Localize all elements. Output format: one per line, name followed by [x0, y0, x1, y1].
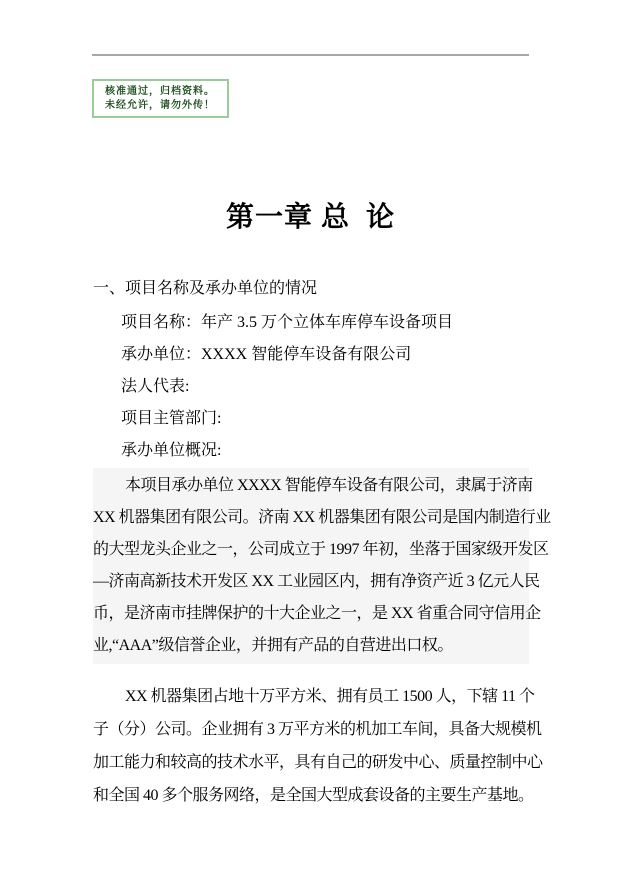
paragraph-line: XX 机器集团占地十万平方米、拥有员工 1500 人，下辖 11 个 [125, 688, 535, 705]
paragraph-line: 本项目承办单位 XXXX 智能停车设备有限公司，隶属于济南 [125, 477, 533, 494]
paragraph-line: 的大型龙头企业之一，公司成立于 1997 年初，坐落于国家级开发区 [93, 541, 549, 558]
info-line-competent-department: 项目主管部门: [121, 410, 222, 427]
paragraph-line: —济南高新技术开发区 XX 工业园区内，拥有净资产近 3 亿元人民 [93, 573, 540, 590]
paragraph-line: XX 机器集团有限公司。济南 XX 机器集团有限公司是国内制造行业 [93, 509, 551, 526]
header-rule [92, 54, 529, 56]
section-heading: 一、项目名称及承办单位的情况 [93, 280, 318, 297]
info-line-legal-representative: 法人代表: [121, 378, 190, 395]
paragraph-line: 和全国 40 多个服务网络，是全国大型成套设备的主要生产基地。 [93, 787, 534, 804]
paragraph-line: 业,“AAA”级信誉企业，并拥有产品的自营进出口权。 [93, 637, 453, 654]
info-line-project-name: 项目名称：年产 3.5 万个立体车库停车设备项目 [121, 314, 454, 331]
paragraph-line: 子（分）公司。企业拥有 3 万平方米的机加工车间，具备大规模机 [93, 721, 542, 738]
approval-stamp [92, 79, 229, 118]
chapter-title: 第一章 总 论 [225, 202, 395, 233]
group-description-paragraph [93, 680, 543, 812]
paragraph-line: 币，是济南市挂牌保护的十大企业之一，是 XX 省重合同守信用企 [93, 605, 541, 622]
stamp-line-2: 未经允许，请勿外传！ [105, 100, 215, 111]
stamp-line-1: 核准通过，归档资料。 [105, 86, 215, 97]
project-info-list [121, 307, 529, 467]
info-line-undertaker-overview: 承办单位概况: [121, 442, 222, 459]
company-overview-paragraph [93, 468, 551, 664]
paragraph-line: 加工能力和较高的技术水平，具有自己的研发中心、质量控制中心 [93, 754, 543, 771]
info-line-undertaker: 承办单位：XXXX 智能停车设备有限公司 [121, 346, 412, 363]
